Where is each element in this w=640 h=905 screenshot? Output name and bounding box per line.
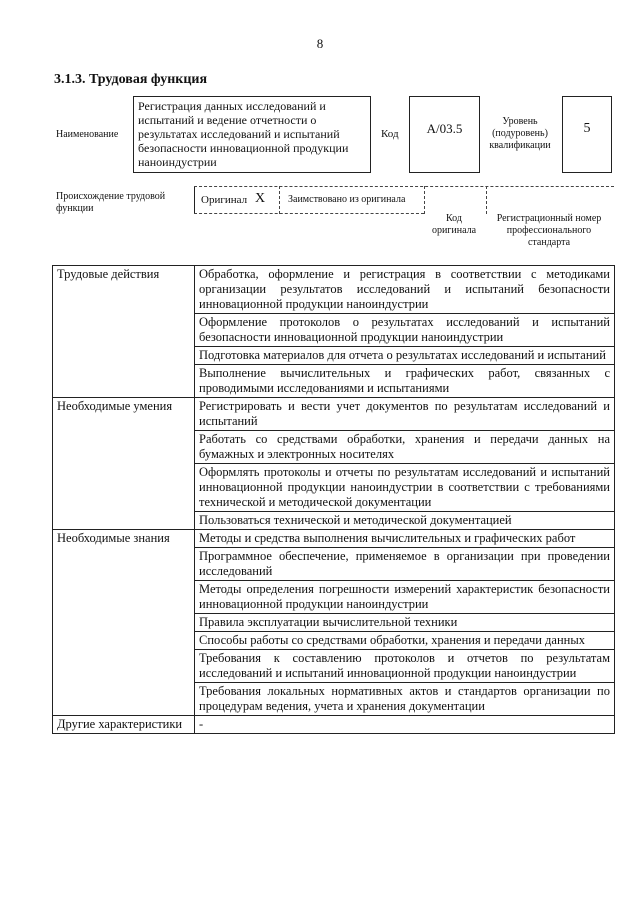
table-row: [53, 266, 615, 314]
name-label: Наименование: [56, 129, 119, 140]
table-cell: Обработка, оформление и регистрация в соответствии с методиками организации результатов исследований и испытаний безопасности инновационной продукции наноиндустрии: [195, 266, 615, 314]
level-value: 5: [562, 96, 612, 173]
table-cell: Оформление протоколов о результатах исследований и испытаний безопасности инновационной продукции наноиндустрии: [195, 314, 615, 347]
table-cell: Оформлять протоколы и отчеты по результатам исследований и испытаний инновационной продукции наноиндустрии в соответствии с требованиями технической и методической документации: [195, 464, 615, 512]
table-row: [53, 530, 615, 548]
table-cell: Работать со средствами обработки, хранения и передачи данных на бумажных и электронных носителях: [195, 431, 615, 464]
reg-number-label: Регистрационный номер профессионального стандарта: [496, 213, 602, 248]
function-table: [52, 265, 615, 734]
table-cell: Подготовка материалов для отчета о результатах исследований и испытаний: [195, 347, 615, 365]
page-number: 8: [316, 36, 324, 51]
table-cell: Методы определения погрешности измерений характеристик безопасности инновационной продукции наноиндустрии: [195, 581, 615, 614]
category-cell: Необходимые знания: [53, 530, 195, 716]
code-value: A/03.5: [409, 96, 480, 173]
table-cell: Методы и средства выполнения вычислительных и графических работ: [195, 530, 615, 548]
original-mark: X: [255, 191, 266, 206]
table-cell: Требования к составлению протоколов и отчетов по результатам исследований и испытаний инновационной продукции наноиндустрии: [195, 650, 615, 683]
table-cell: Регистрировать и вести учет документов по результатам исследований и испытаний: [195, 398, 615, 431]
section-title: 3.1.3. Трудовая функция: [54, 72, 208, 87]
origin-label: Происхождение трудовой функции: [56, 191, 166, 214]
category-cell: Необходимые умения: [53, 398, 195, 530]
table-cell: Выполнение вычислительных и графических работ, связанных с проводимыми исследованиями и испытаниями: [195, 365, 615, 398]
table-row: [53, 398, 615, 431]
table-cell: Пользоваться технической и методической документацией: [195, 512, 615, 530]
name-value: Регистрация данных исследований и испытаний и ведение отчетности о результатах исследований и испытаний безопасности инновационной продукции наноиндустрии: [133, 96, 371, 173]
category-cell: Другие характеристики: [53, 716, 195, 734]
table-cell: Способы работы со средствами обработки, хранения и передачи данных: [195, 632, 615, 650]
original-label: Оригинал: [201, 194, 248, 206]
level-label: Уровень (подуровень) квалификации: [489, 116, 551, 151]
table-cell: Правила эксплуатации вычислительной техники: [195, 614, 615, 632]
table-cell: -: [195, 716, 615, 734]
borrowed-label: Заимствовано из оригинала: [288, 194, 406, 205]
code-label: Код: [381, 128, 399, 140]
origin-row: [194, 186, 614, 214]
table-row: [53, 716, 615, 734]
code-original-label: Код оригинала: [431, 213, 477, 236]
category-cell: Трудовые действия: [53, 266, 195, 398]
table-cell: Программное обеспечение, применяемое в организации при проведении исследований: [195, 548, 615, 581]
table-cell: Требования локальных нормативных актов и стандартов организации по процедурам ведения, учета и хранения документации: [195, 683, 615, 716]
